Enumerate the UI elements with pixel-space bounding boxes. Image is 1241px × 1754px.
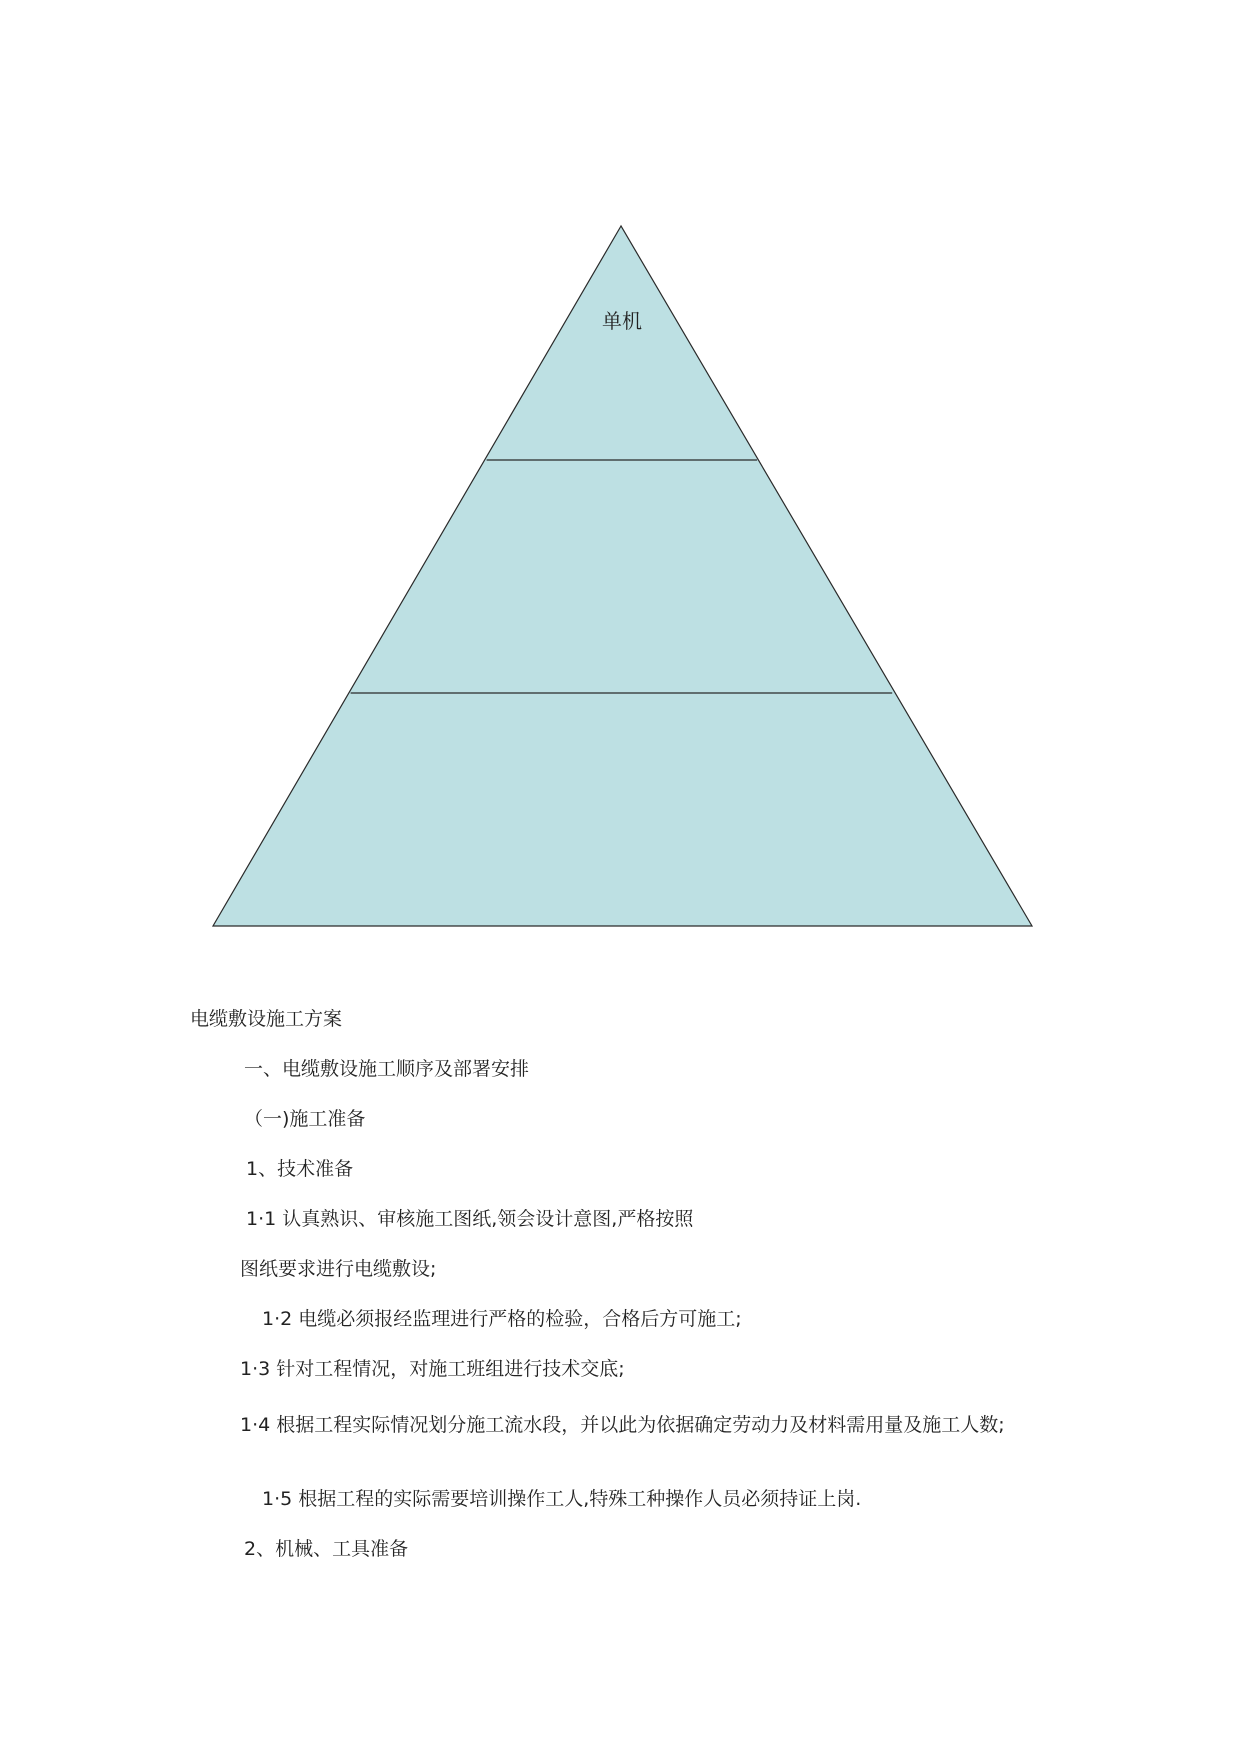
item-1-1: 1·1 认真熟识、审核施工图纸,领会设计意图,严格按照 [246,1208,694,1230]
item-1-2: 1·2 电缆必须报经监理进行严格的检验，合格后方可施工; [262,1308,742,1330]
item-1-4: 1·4 根据工程实际情况划分施工流水段，并以此为依据确定劳动力及材料需用量及施工人数; [240,1414,1005,1436]
section-heading-1: 一、电缆敷设施工顺序及部署安排 [244,1058,530,1080]
pyramid-top-label: 单机 [602,309,642,333]
subsection-heading-1: （一)施工准备 [244,1108,366,1130]
item-1-1-continued: 图纸要求进行电缆敷设; [240,1258,437,1280]
document-title: 电缆敷设施工方案 [190,1008,343,1030]
item-1-3: 1·3 针对工程情况，对施工班组进行技术交底; [240,1358,625,1380]
item-2-heading: 2、机械、工具准备 [244,1538,409,1560]
item-1-5: 1·5 根据工程的实际需要培训操作工人,特殊工种操作人员必须持证上岗. [262,1488,862,1510]
item-1-heading: 1、技术准备 [246,1158,354,1180]
